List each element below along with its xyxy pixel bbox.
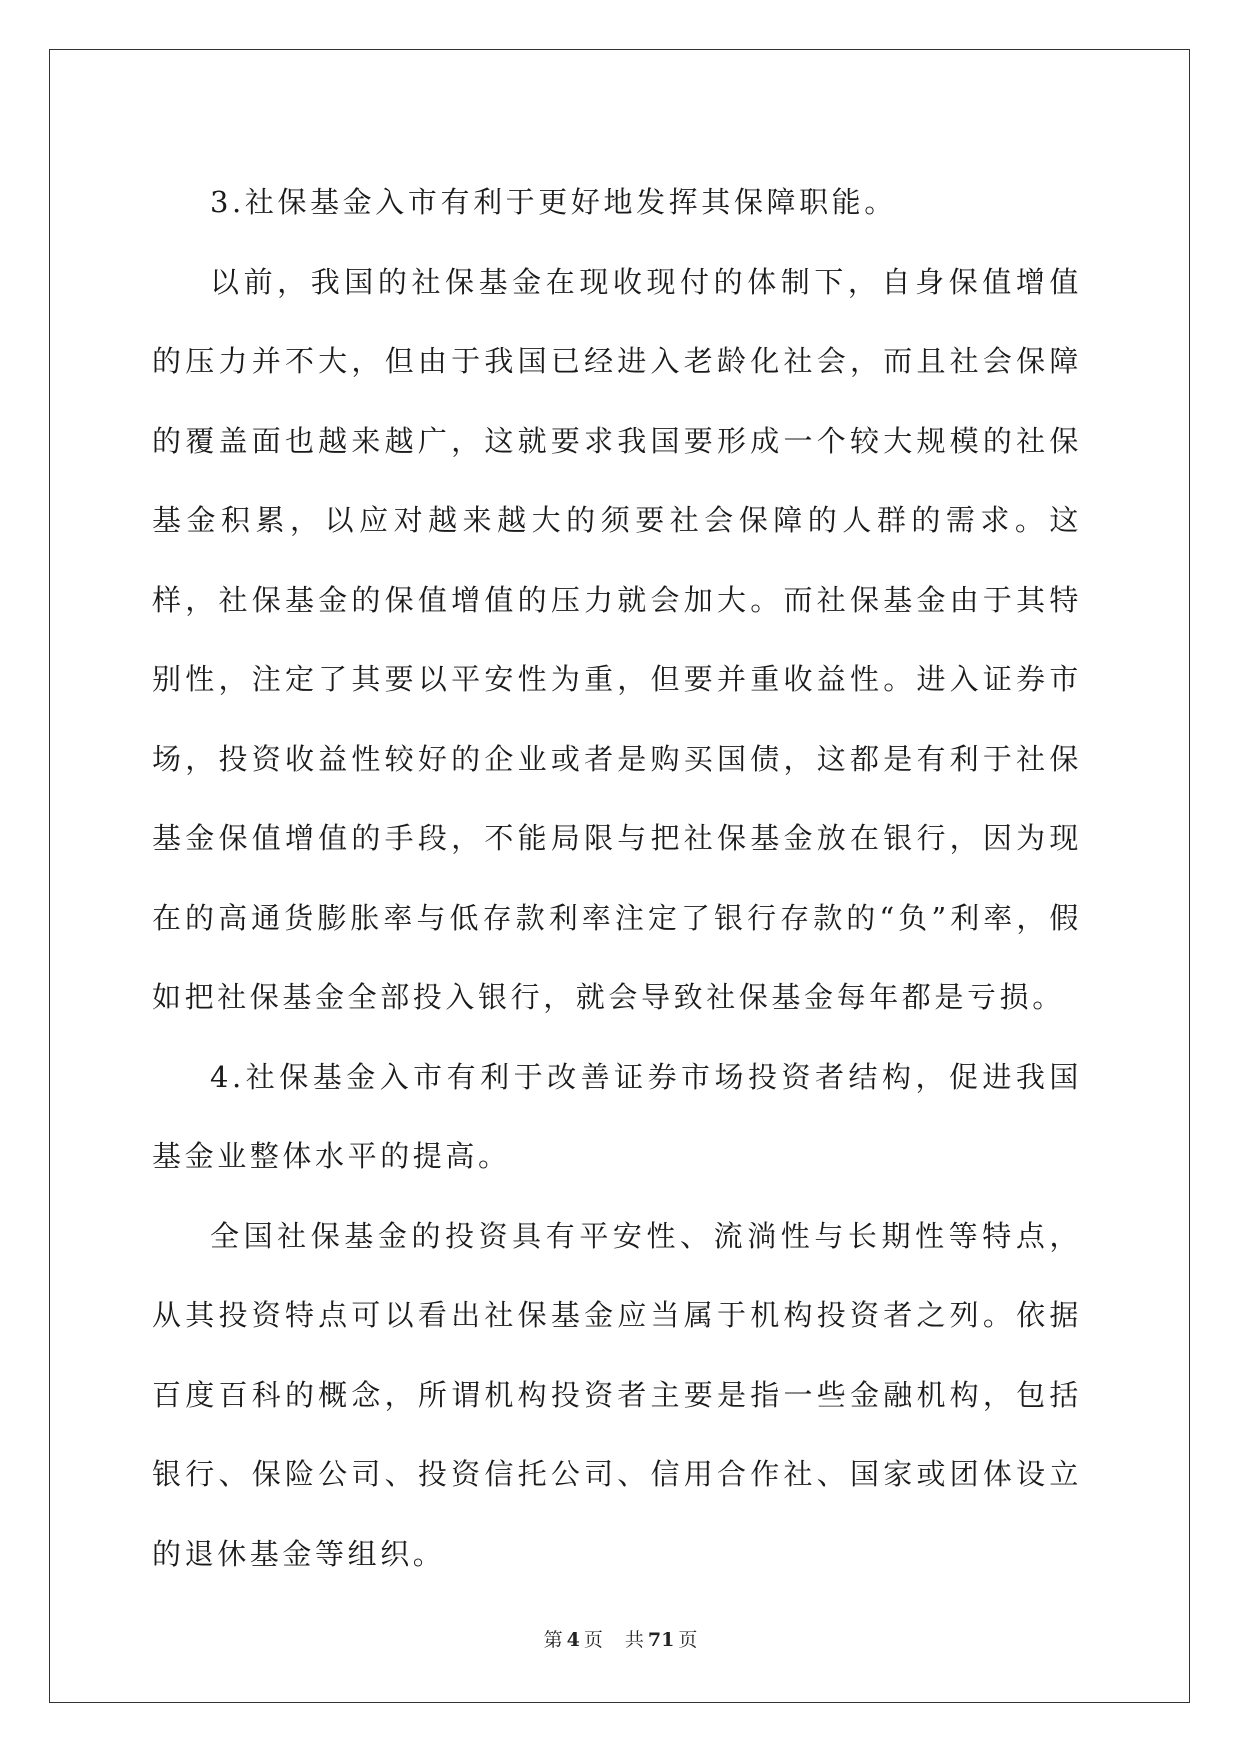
paragraph-4: 全国社保基金的投资具有平安性、流淌性与长期性等特点，从其投资特点可以看出社保基金应当属于机构投资者之列。依据百度百科的概念，所谓机构投资者主要是指一些金融机构，包括银行、保险公司、投资信托公司、信用合作社、国家或团体设立的退休基金等组织。 [152,1218,1082,1571]
paragraph-2: 以前，我国的社保基金在现收现付的体制下，自身保值增值的压力并不大，但由于我国已经进入老龄化社会，而且社会保障的覆盖面也越来越广，这就要求我国要形成一个较大规模的社保基金积累，以应对越来越大的须要社会保障的人群的需求。这样，社保基金的保值增值的压力就会加大。而社保基金由于其特别性，注定了其要以平安性为重，但要并重收益性。进入证券市场，投资收益性较好的企业或者是购买国债，这都是有利于社保基金保值增值的手段，不能局限与把社保基金放在银行，因为现在的高通货膨胀率与低存款利率注定了银行存款的“负”利率，假如把社保基金全部投入银行，就会导致社保基金每年都是亏损。 [152,264,1082,1014]
total-suffix: 页 [678,1629,698,1651]
page-suffix: 页 [583,1629,603,1651]
total-pages: 71 [647,1629,675,1651]
paragraph-3: 4.社保基金入市有利于改善证券市场投资者结构，促进我国基金业整体水平的提高。 [152,1059,1082,1173]
total-prefix: 共 [624,1629,644,1651]
document-body [152,163,1082,1594]
page-footer [0,1625,1241,1652]
paragraph-1: 3.社保基金入市有利于更好地发挥其保障职能。 [210,185,897,219]
page-number: 4 [566,1629,580,1651]
page-prefix: 第 [543,1629,563,1651]
